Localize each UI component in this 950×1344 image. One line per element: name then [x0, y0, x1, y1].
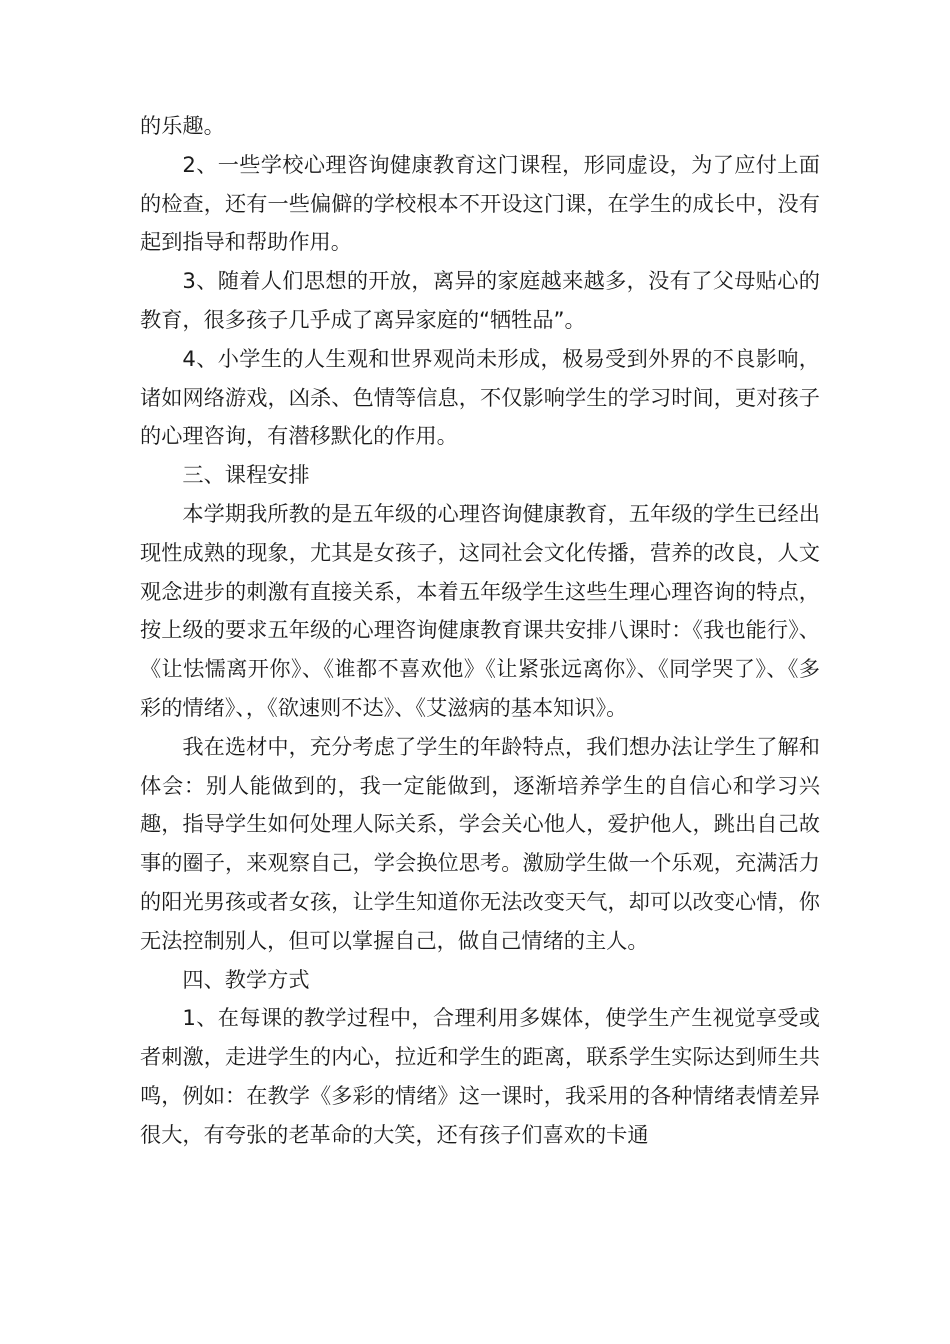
paragraph-point-2: 2、一些学校心理咨询健康教育这门课程，形同虚设，为了应付上面的检查，还有一些偏僻的学校根本不开设这门课，在学生的成长中，没有起到指导和帮助作用。: [140, 151, 820, 255]
section-heading-course-arrangement: 三、课程安排: [182, 462, 310, 488]
paragraph-course-overview: 本学期我所教的是五年级的心理咨询健康教育，五年级的学生已经出现性成熟的现象，尤其是女孩子，这同社会文化传播，营养的改良，人文观念进步的刺激有直接关系，本着五年级学生这些生理心理咨询的特点，按上级的要求五年级的心理咨询健康教育课共安排八课时：《我也能行》、《让怯懦离开你》、《谁都不喜欢他》《让紧张远离你》、《同学哭了》、《多彩的情绪》、，《欲速则不达》、《艾滋病的基本知识》。: [140, 500, 820, 720]
section-heading-teaching-method: 四、教学方式: [182, 966, 310, 992]
document-page: [140, 107, 820, 1155]
paragraph-material-selection: 我在选材中，充分考虑了学生的年龄特点，我们想办法让学生了解和体会：别人能做到的，我一定能做到，逐渐培养学生的自信心和学习兴趣，指导学生如何处理人际关系，学会关心他人，爱护他人，跳出自己故事的圈子，来观察自己，学会换位思考。激励学生做一个乐观，充满活力的阳光男孩或者女孩，让学生知道你无法改变天气，却可以改变心情，你无法控制别人，但可以掌握自己，做自己情绪的主人。: [140, 733, 820, 953]
paragraph-method-1: 1、在每课的教学过程中，合理利用多媒体，使学生产生视觉享受或者刺激，走进学生的内心，拉近和学生的距离，联系学生实际达到师生共鸣，例如：在教学《多彩的情绪》这一课时，我采用的各种情绪表情差异很大，有夸张的老革命的大笑，还有孩子们喜欢的卡通: [140, 1005, 820, 1147]
paragraph-point-3: 3、随着人们思想的开放，离异的家庭越来越多，没有了父母贴心的教育，很多孩子几乎成了离异家庭的“牺牲品”。: [140, 268, 820, 332]
paragraph-point-4: 4、小学生的人生观和世界观尚未形成，极易受到外界的不良影响，诸如网络游戏，凶杀、色情等信息，不仅影响学生的学习时间，更对孩子的心理咨询，有潜移默化的作用。: [140, 345, 820, 449]
paragraph-continuation: 的乐趣。: [140, 113, 225, 138]
